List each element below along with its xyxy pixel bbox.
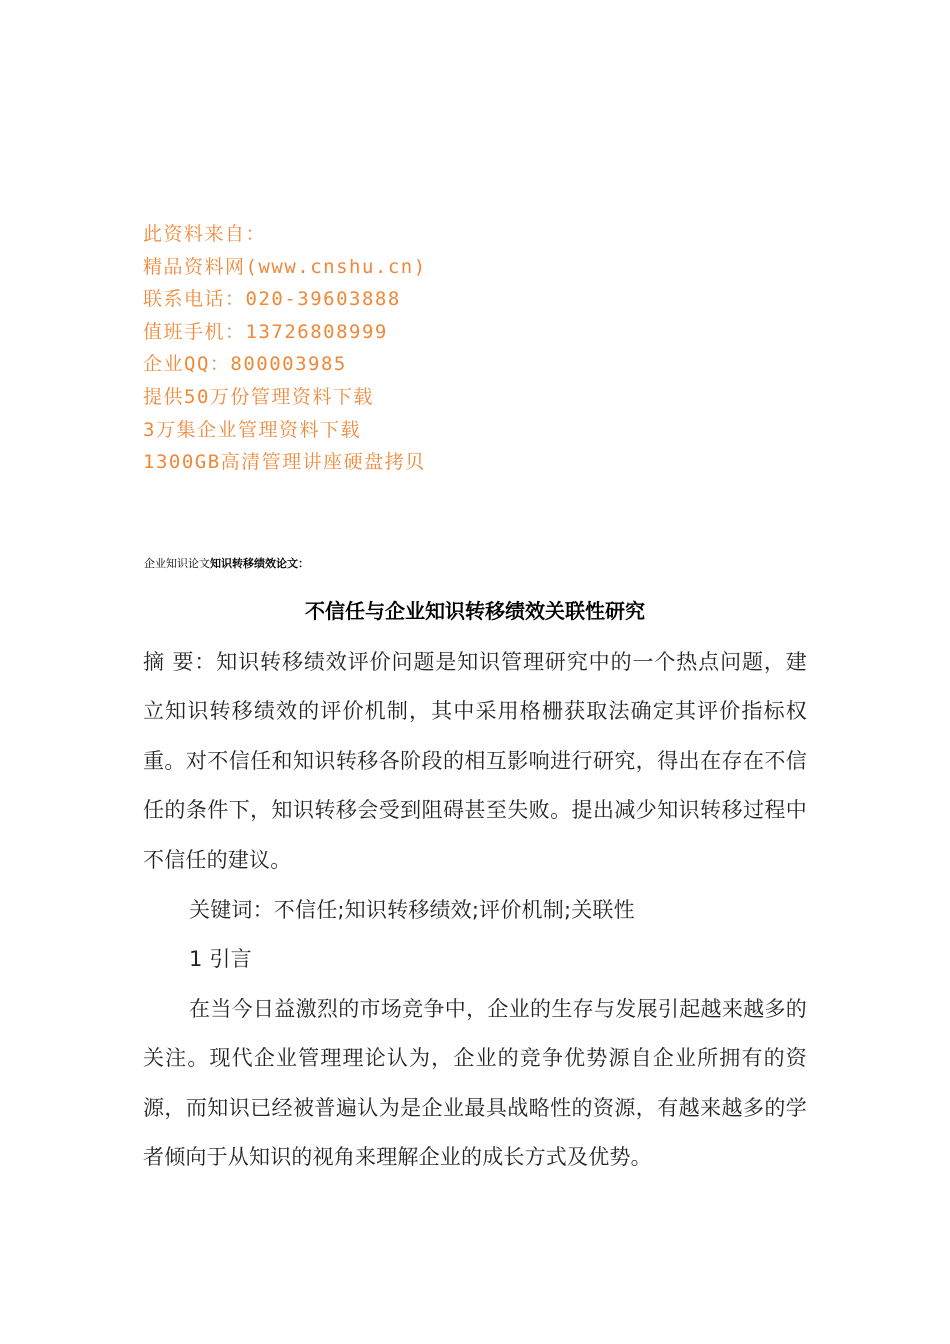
source-line-qq: 企业QQ：800003985 (143, 353, 347, 376)
source-line-offer-3: 1300GB高清管理讲座硬盘拷贝 (143, 451, 426, 474)
source-line-phone: 联系电话：020-39603888 (143, 288, 401, 311)
section-tag (144, 557, 309, 571)
source-line-offer-1: 提供50万份管理资料下载 (143, 385, 374, 408)
keywords-line: 关键词：不信任;知识转移绩效;评价机制;关联性 (189, 898, 635, 922)
source-line-origin: 此资料来自： (143, 223, 267, 245)
intro-paragraph: 在当今日益激烈的市场竞争中，企业的生存与发展引起越来越多的关注。现代企业管理理论认为，企业的竞争优势源自企业所拥有的资源，而知识已经被普遍认为是企业最具战略性的资源，有越来越多的学者倾向于从知识的视角来理解企业的成长方式及优势。 (143, 997, 807, 1170)
section-heading-introduction: 1 引言 (189, 947, 252, 971)
source-info-block (143, 218, 743, 479)
paper-title: 不信任与企业知识转移绩效关联性研究 (305, 599, 645, 623)
section-tag-prefix: 企业知识论文 (144, 557, 210, 570)
source-line-mobile: 值班手机：13726808999 (143, 320, 388, 343)
section-tag-bold: 知识转移绩效论文： (210, 557, 309, 570)
abstract-paragraph: 摘 要：知识转移绩效评价问题是知识管理研究中的一个热点问题，建立知识转移绩效的评价机制，其中采用格栅获取法确定其评价指标权重。对不信任和知识转移各阶段的相互影响进行研究，得出在存在不信任的条件下，知识转移会受到阻碍甚至失败。提出减少知识转移过程中不信任的建议。 (143, 650, 807, 872)
source-line-website: 精品资料网(www.cnshu.cn) (143, 255, 427, 278)
source-line-offer-2: 3万集企业管理资料下载 (143, 418, 361, 441)
